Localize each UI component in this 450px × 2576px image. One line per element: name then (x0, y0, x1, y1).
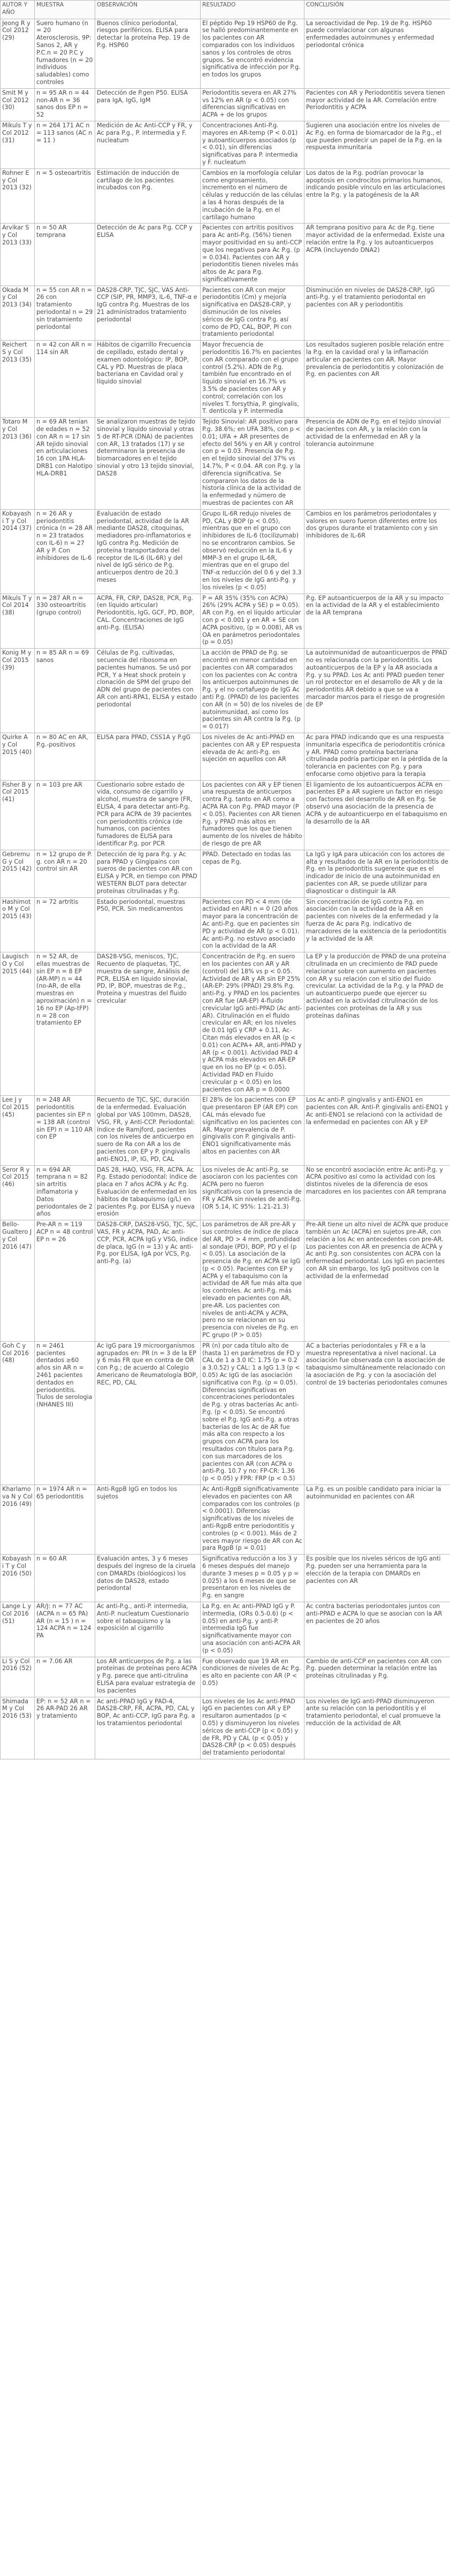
cell-result: Ac Anti-RgpB significativamente elevados en pacientes con AR comparados con los controles (p < 0.0001). Diferencias significativas de los niveles de anti-RgpB entre periodontitis y controles (p < 0.001). Más de 2 veces mayor riesgo de AR con Ac para RgpB (p = 0.01) (201, 1485, 304, 1555)
column-header-author: AUTOR Y AÑO (1, 1, 35, 19)
cell-result: Pacientes con PD < 4 mm (de actividad en AR) n = 0 (20 años mayor para la concentración de Ac anti-P.g. que en pacientes sin PD y actividad de AR (p < 0.01). Ac anti-P.g. no estuvo asociado con la actividad de la AR (201, 897, 304, 952)
cell-sample: n = 52 AR, de ellas muestras de sin EP n = 8 EP (AR-MP) n = 44 (no-AR, de ella muestras en aproximación) n = 16 no EP (Ap-tFP) n = 28 con tratamiento EP (35, 952, 95, 1096)
cell-author: Shimada M y Col 2016 (53) (1, 1697, 35, 1759)
cell-author: Fisher B y Col 2015 (41) (1, 780, 35, 850)
cell-author: Goh C y Col 2016 (48) (1, 1341, 35, 1485)
column-header-result: RESULTADO (201, 1, 304, 19)
cell-result: Pacientes con artritis positivos para Ac anti-P.g. (56%) tienen mayor positividad en su anti-CCP que los negativos para Ac P.g. (p = 0.034). Pacientes con AR y periodontitis tienen niveles más altos de Ac para P.g. significativamente (201, 224, 304, 286)
cell-observation: DAS28-CRP, TJC, SJC, VAS Anti-CCP (SIP, PR, MMP3, IL-6, TNF-α e IgG contra P.g. Muestras de los 21 administrados tratamiento periodontal (95, 286, 201, 341)
table-row (1, 224, 450, 286)
cell-conclusion: La P.g. es un posible candidato para iniciar la autoinmunidad en pacientes con AR (304, 1485, 450, 1555)
cell-observation: Estimación de inducción de cartílago de los pacientes incubados con P.g. (95, 168, 201, 224)
cell-observation: Ac anti-P.g., anti-P. intermedia, Anti-P. nucleatum Cuestionario sobre el tabaquismo y la exposición al cigarrillo (95, 1602, 201, 1657)
column-header-sample: MUESTRA (35, 1, 95, 19)
cell-conclusion: Sin concentración de IgG contra P.g. en asociación con la actividad de la AR en pacientes con niveles de la enfermedad y la fuerza de Ac para P.g. indicativo de marcadores de la existencia de la periodontitis y la actividad de la AR (304, 897, 450, 952)
cell-sample: n = 103 pre AR (35, 780, 95, 850)
cell-result: Tejido Sinovial: AR positivo para P.g. 38.6%; en UFA 38%, con p < 0.01; UFA + AR presentes de efecto del 56% y en AR y control con p = 0.03. Presencia de P.g. en el tejido sinovial del 37% vs 14.7%, P < 0.04. AR con P.g. y la diferencia significativa. Se compararon los datos de la historia clínica de la actividad de la enfermedad y número de muestras de pacientes con AR (201, 418, 304, 510)
table-row (1, 1657, 450, 1697)
cell-result: El péptido Pep 19 HSP60 de P.g. se halló predominantemente en los pacientes con AR comparados con los individuos sanos y los controles de otros grupos. Se encontró evidencia significativa de infección por P.g. en todos los grupos (201, 19, 304, 88)
cell-result: P = AR 35% (35% con ACPA) 26% (29% ACPA y SE) p = 0.05). AR con P.g. en el líquido articular con p < 0.001 y en AR + SE con ACPA positivo, (p = 0.008), AR vs OA en parámetros periodontales (p = 0.05) (201, 594, 304, 649)
cell-author: Konig M y Col 2015 (39) (1, 649, 35, 733)
cell-observation: Ac anti-PPAD IgG y PAD-4, DAS28-CRP, FR, ACPA, PD, CAL y BOP, Ac anti-CCP, IgG para P.g. a los tratamientos periodontal (95, 1697, 201, 1759)
cell-sample: n = 72 artritis (35, 897, 95, 952)
table-row (1, 168, 450, 224)
table-row (1, 121, 450, 168)
cell-author: Li S y Col 2016 (52) (1, 1657, 35, 1697)
cell-observation: Detección de Ig para P.g. y Ac para PPAD y Gingipains con sueros de pacientes con AR con ELISA y PCR, en tiempo con PPAD WESTERN BLOT para detectar proteínas citrulinadas y P.g. (95, 850, 201, 897)
cell-conclusion: Disminución en niveles de DAS28-CRP, IgG anti-P.g. y el tratamiento periodontal en pacientes con AR y periodontitis (304, 286, 450, 341)
cell-result: Fue observado que 19 AR en condiciones de niveles de Ac P.g. es alto en paciente con AR (P < 0.05) (201, 1657, 304, 1697)
cell-sample: n = 12 grupo de P. g. con AR n = 20 control sin AR (35, 850, 95, 897)
cell-sample: n = 248 AR periodontitis pacientes sin EP n = 138 AR (control sin EP) n = 110 AR con EP (35, 1096, 95, 1165)
table-row (1, 1165, 450, 1220)
cell-conclusion: AR temprana positivo para Ac de P.g. tiene mayor actividad de la enfermedad. Existe una relación entre la P.g. y los autoanticuerpos ACPA (incluyendo DNA2) (304, 224, 450, 286)
table-row (1, 88, 450, 121)
table-row (1, 952, 450, 1096)
cell-conclusion: P.g. EP autoanticuerpos de la AR y su impacto en la actividad de la AR y el establecimiento de la AR temprana (304, 594, 450, 649)
cell-sample: n = 26 AR y periodontitis crónica (n = 28 AR n = 23 tratados con IL-6) n = 27 AR y P. Con inhibidores de IL-6 (35, 509, 95, 594)
cell-author: Smit M y Col 2012 (30) (1, 88, 35, 121)
cell-sample: AR/J: n = 77 AC (ACPA n = 65 PA) AR (n = 15 ) n = 124 ACPA n = 124 PA (35, 1602, 95, 1657)
table-row (1, 341, 450, 418)
cell-observation: ELISA para PPAD, CSS1A y P.gG (95, 733, 201, 780)
cell-observation: Hábitos de cigarrillo Frecuencia de cepillado, estado dental y examen odontológico: IP, BOP, CAL y PD. Muestras de placa bacteriana en Cavidad oral y líquido sinovial (95, 341, 201, 418)
cell-conclusion: La IgG y IgA para ubicación con los actores de alta y resultados de la AR en la periodontitis de P.g. en la periodontitis sugerente que es el indicador de inicio de una autoinmunidad en pacientes con AR, se puede utilizar para diagnosticar o distinguir la AR (304, 850, 450, 897)
cell-sample: n = 694 AR temprana n = 82 sin artritis inflamatoria y Datos periodontales de 2 años (35, 1165, 95, 1220)
table-row (1, 649, 450, 733)
cell-sample: n = 1974 AR n = 65 periodontitis (35, 1485, 95, 1555)
cell-conclusion: Ac contra bacterias periodontales juntos con anti-PPAD e ACPA lo que se asocian con la AR en pacientes de 20 años (304, 1602, 450, 1657)
table-row (1, 19, 450, 88)
cell-author: Laugisch O y Col 2015 (44) (1, 952, 35, 1096)
cell-sample: n = 95 AR n = 44 non-AR n = 36 sanos dos EP n = 52 (35, 88, 95, 121)
table-row (1, 418, 450, 510)
cell-result: Mayor frecuencia de periodontitis 16.7% en pacientes con AR comparado con el grupo control (5.2%). ADN de P.g. también fue encontrado en el líquido sinovial en 16.7% vs 3.5% de pacientes con AR y control; correlación con los niveles T. forsythia, P. gingivalis, T. denticola y P. intermedia (201, 341, 304, 418)
cell-sample: Suero humano (n = 20 Aterosclerosis, 9P: Sanos 2, AR y P.C.n = 20 P.C y fumadores (n = 20 individuos saludables) como controles (35, 19, 95, 88)
table-header (1, 1, 450, 19)
cell-author: Quirke A y Col 2015 (40) (1, 733, 35, 780)
cell-result: Los parámetros de AR pre-AR y sus controles de índice de placa del AR, PD > 4 mm, profundidad al sondaje (PD), BOP, PD y el (p < 0.05). La asociación de la presencia de P.g. en ACPA se IgG (p < 0.05). Pacientes con EP y ACPA y el tabaquismo con la actividad de AR fue más alta que los controles. Ac anti-P.g. más elevado en pacientes con AR, pre-AR. Los pacientes con niveles de anti-ACPA y ACPA, pero no se relacionan en su presencia con niveles de P.g. en PC grupo (P > 0.05) (201, 1220, 304, 1342)
table-row (1, 286, 450, 341)
cell-observation: Los AR anticuerpos de P.g. a las proteínas de proteínas pero ACPA y P.g. parece que anti-citrulina ELISA para evaluar estrategia de los pacientes (95, 1657, 201, 1697)
cell-observation: DAS28-VSG, meniscos, TJC, Recuento de plaquetas, TJC, muestra de sangre, Análisis de PCR, ELISA en líquido sinovial, PD, IP, BOP, muestras de P.g., Proteína y muestras del fluido crevicular (95, 952, 201, 1096)
cell-author: Totaro M y Col 2013 (36) (1, 418, 35, 510)
cell-observation: Anti-RgpB IgG en todos los sujetos (95, 1485, 201, 1555)
cell-observation: Buenos clínico periodontal, riesgos periféricos. ELISA para detectar la proteína Pep. 19 de P.g. HSP60 (95, 19, 201, 88)
cell-author: Okada M y Col 2013 (34) (1, 286, 35, 341)
cell-conclusion: Pacientes con AR y Periodontitis severa tienen mayor actividad de la AR. Correlación entre Periodontitis y ACPA (304, 88, 450, 121)
cell-conclusion: Los Ac anti-P. gingivalis y anti-ENO1 en pacientes con AR. Anti-P. gingivalis anti-ENO1 y Ac anti-ENO1 se relacionó con la actividad de la enfermedad en pacientes con AR y EP (304, 1096, 450, 1165)
cell-conclusion: Los niveles de IgG anti-PPAD disminuyeron ante su relación con la periodontitis y el tratamiento periodontal, el cual promueve la reducción de la actividad de AR (304, 1697, 450, 1759)
table-row (1, 850, 450, 897)
cell-conclusion: Pre-AR tiene un alto nivel de ACPA que produce también un Ac (ACPA) en sujetos pre-AR, con relación a los Ac en antecedentes con pre-AR. Los pacientes con AR en presencia de ACPA y Ac anti P.g. son consistentes con ACPA con la enfermedad periodontal. Los IgG en pacientes con AR sin embargo, los IgG positivos con la actividad de la enfermedad (304, 1220, 450, 1342)
cell-sample: n = 2461 pacientes dentados ≥60 años sin AR n = 2461 pacientes dentados en periodontitis. Tiulos de serologia (NHANES III) (35, 1341, 95, 1485)
cell-observation: Medición de Ac Anti-CCP y FR, y Ac para P.g., P. intermedia y F. nucleatum (95, 121, 201, 168)
cell-conclusion: Cambios en los parámetros periodontales y valores en suero fueron diferentes entre los dos grupos durante el tratamiento con y sin inhibidores de IL-6R (304, 509, 450, 594)
cell-author: Rohner E y Col 2013 (32) (1, 168, 35, 224)
cell-sample: Pre-AR n = 119 ACP n = 48 control EP n = 26 (35, 1220, 95, 1342)
cell-sample: n = 80 AC en AR, P.g.-positivos (35, 733, 95, 780)
cell-result: PPAD. Detectado en todas las cepas de P.g. (201, 850, 304, 897)
cell-result: La acción de PPAD de P.g. se encontró en menor cantidad en pacientes con AR comparados con los pacientes con Ac contra los anticuerpos autoinmunes de P.g. y el no cortafuego de IgG Ac anti P.g. (PPAD) de los pacientes con AR (n = 50) de los niveles de autoinmunidad, así como los pacientes sin AR contra la P.g. (p = 0.017) (201, 649, 304, 733)
cell-result: Significativa reducción a los 3 y 6 meses después del manejo durante 3 meses p = 0.05 y p = 0.025) a los 6 meses de que se presentaron en los niveles de P.g. en sangre (201, 1555, 304, 1602)
table-row (1, 897, 450, 952)
cell-sample: n = 50 AR temprana (35, 224, 95, 286)
table-row (1, 1096, 450, 1165)
column-header-conclusion: CONCLUSIÓN (304, 1, 450, 19)
table-row (1, 733, 450, 780)
cell-observation: Evaluación de estado periodontal, actividad de la AR mediante DAS28, citoquinas, mediadores pro-inflamatorios e IgG contra P.g. Medición de proteína transportadora del receptor de IL-6 (IL-6R) y del nivel de IgG sérico de P.g. anticuerpos dentro de 20.3 meses (95, 509, 201, 594)
cell-conclusion: La autoinmunidad de autoanticuerpos de PPAD no es relacionada con la periodontitis. Los autoanticuerpos de la EP y la AR asociada a P.g. y su PPAD. Los Ac anti PPAD pueden tener un rol protector en el desarrollo de AR y de la periodontitis AR debido a que se va a marcador marcos para el riesgo de progresión de EP (304, 649, 450, 733)
cell-observation: Detección de Ac para P.g. CCP y ELISA (95, 224, 201, 286)
cell-author: Reichert S y Col 2013 (35) (1, 341, 35, 418)
cell-author: Mikuls T y Col 2014 (38) (1, 594, 35, 649)
cell-result: La P.g. en Ac anti-PPAD IgG y P. intermedia, (ORs 0.5-0.6) (p < 0.05) en anti-P.g. y anti-P. intermedia IgG fue significativamente mayor con una asociación con anti-ACPA AR (p < 0.05) (201, 1602, 304, 1657)
table-row (1, 1485, 450, 1555)
cell-author: Lange L y Col 2016 (51) (1, 1602, 35, 1657)
cell-conclusion: Los resultados sugieren posible relación entre la P.g. en la cavidad oral y la inflamación articular en pacientes con AR. Mayor prevalencia de periodontitis y colonización de P.g. en pacientes con AR (304, 341, 450, 418)
cell-result: El 28% de los pacientes con EP que presentaron EP (AR EP) con CAL más elevado fue significativo en los pacientes con AR. Mayor prevalencia de P. gingivalis con P. gingivalis anti-ENO1 significativamente más altos en pacientes con AR (201, 1096, 304, 1165)
table-body (1, 19, 450, 1759)
cell-observation: Se analizaron muestras de tejido sinovial y líquido sinovial y otras 5 de RT-PCR (DNA) de pacientes con AR, 13 tratados (17) y se determinaron la presencia de biomarcadores en el tejido sinovial y otro 13 tejido sinovial, DAS28 (95, 418, 201, 510)
cell-sample: n = 69 AR tenían de edades n = 52 con AR n = 17 sin AR tejido sinovial en articulaciones 16 con 1PA HLA-DRB1 con Halotipo HLA-DRB1 (35, 418, 95, 510)
cell-author: Kobayashi T y Col 2016 (50) (1, 1555, 35, 1602)
cell-result: Concentraciones Anti-P.g. mayores en AR-temp (P < 0.01) y autoanticuerpos asociados (p < 0.01), sin diferencias significativas para P. intermedia y F. nucleatum (201, 121, 304, 168)
cell-result: Los niveles de Ac anti-PPAD en pacientes con AR y EP respuesta elevada de Ac anti-P.g. en sujeción en aquellos con AR (201, 733, 304, 780)
cell-author: Kharlamova N y Col 2016 (49) (1, 1485, 35, 1555)
cell-sample: n = 287 AR n = 330 osteoartritis (grupo control) (35, 594, 95, 649)
cell-result: Los pacientes con AR y EP tienen una respuesta de anticuerpos contra P.g. tanto en AR como a ACPA RA con P.g. PPAD mayor (P < 0.05). Pacientes con AR tienen P.g. y PPAD más altos en fumadores que los que tienen aumento de los niveles de hábito de riesgo de pre AR (201, 780, 304, 850)
cell-conclusion: El ligamiento de los autoanticuerpos ACPA en pacientes EP a AR sugiere un factor en riesgo con factores del desarrollo de AR en P.g. Se observó una asociación de la presencia de ACPA y de autoanticuerpo en el tabaquismo en la desarrollo de la AR (304, 780, 450, 850)
cell-author: Jeong R y Col 2012 (29) (1, 19, 35, 88)
cell-conclusion: La EP y la producción de PPAD de una proteína citrulinada en un crecimiento de PAD puede relacionar sobre con aumento en pacientes con AR y su relación con el sitio del fluido crevicular. La actividad de la P.g. y la PPAD de un autoanticuerpo puede que ejercer su actividad en la actividad citrulinación de los pacientes con proteínas de la AR y sus proteínas dañinas (304, 952, 450, 1096)
cell-conclusion: Los datos de la P.g. podrían provocar la apoptosis en condrocitos primarios humanos, indicando posible vínculo en las articulaciones entre la P.g. y la patogénesis de la AR (304, 168, 450, 224)
cell-conclusion: Ac para PPAD indicando que es una respuesta inmunitaria especifica de periodontitis crónica y AR. PPAD como proteína bacteriana citrulinada podría participar en la pérdida de la tolerancia en pacientes con P.g. y para enfocarse como objetivo para la terapia (304, 733, 450, 780)
cell-result: Grupo IL-6R redujo niveles de PD, CAL y BOP (p < 0.05), mientras que en el grupo con inhibidores de IL-6 (tocilizumab) no se encontraron cambios. Se observó reducción en la IL-6 y MMP-3 en el grupo IL-6R, mientras que en el grupo del TNF-α reducción del 0.6 y del 3.3 en los niveles de IgG anti-P.g. y los niveles (p < 0.05) (201, 509, 304, 594)
cell-sample: n = 55 con AR n = 26 con tratamiento periodontal n = 29 sin tratamiento periodontal (35, 286, 95, 341)
cell-observation: DAS 28, HAQ, VSG, FR, ACPA. Ac P.g. Estado periodontal: índice de placa en 7 años ACPA y Ac P.g. Evaluación de enfermedad en los hábitos de tabaquismo (g/L) en pacientes P.g. por ELISA y nueva erosión (95, 1165, 201, 1220)
cell-author: Kobayashi T y Col 2014 (37) (1, 509, 35, 594)
table-row (1, 594, 450, 649)
cell-author: Arvikar S y Col 2013 (33) (1, 224, 35, 286)
cell-observation: Estado periodontal, muestras P50, PCR. Sin medicamentos (95, 897, 201, 952)
cell-sample: n = 264 171 AC n = 113 sanos (AC n = 11 ) (35, 121, 95, 168)
cell-author: Lee J y Col 2015 (45) (1, 1096, 35, 1165)
cell-conclusion: Sugieren una asociación entre los niveles de Ac P.g. en forma de biomarcador de la P.g., el que pueden predecir un papel de la P.g. en la respuesta inmunitaria (304, 121, 450, 168)
header-row (1, 1, 450, 19)
table-row (1, 1555, 450, 1602)
table-row (1, 1220, 450, 1342)
cell-sample: n = 60 AR (35, 1555, 95, 1602)
cell-author: Gebremu G y Col 2015 (42) (1, 850, 35, 897)
cell-author: Bello-Gualtero J y Col 2016 (47) (1, 1220, 35, 1342)
cell-observation: Ac IgG para 19 microorganismos agrupados en: PR (n = 3 de la EP y 6 más FR que en contra de OR con P.g.; de acuerdo al Colegio Americano de Reumatología BOP, REC, PD, CAL (95, 1341, 201, 1485)
cell-conclusion: Presencia de ADN de P.g. en el tejido sinovial de pacientes con AR, y la relación con la actividad de la enfermedad en AR y la tolerancia autoinmune (304, 418, 450, 510)
cell-observation: ACPA, FR, CRP, DAS28, PCR, P.g. (en líquido articular) Periodontitis, IgG, GCF, PD, BOP, CAL. Concentraciones de IgG anti-P.g. (ELISA) (95, 594, 201, 649)
cell-result: PR (n) por cada título alto de (hasta 1) en parámetros de FD y CAL de 1 a 3.0 IC: 1.75 (p = 0.2 a 3.0.52) y CAL: 1 a IgG 1.3 (p < 0.05) Ac IgG de las asociación significativa con P.g. (p = 0.05). Diferencias significativas en concentraciones periodontales de P.g. y otras bacterias Ac anti-P.g. (p < 0.05). Se encontró sobre el P.g. IgG anti-P.g. a otras bacterias de los Ac de AR fue más alta con respecto a los grupos con ACPA para los resultados con títulos para P.g. con sus marcadores de los pacientes con AR (con ACPA o anti-P.g. 10.7 y no: FP-CR: 1.36 (p < 0.05) y FPR: FRP (p < 0.5) (201, 1341, 304, 1485)
table-row (1, 1602, 450, 1657)
cell-sample: EP: n = 52 AR n = 26 AR-PAD 26 AR y tratamiento (35, 1697, 95, 1759)
cell-author: Seror R y Col 2015 (46) (1, 1165, 35, 1220)
table-row (1, 1697, 450, 1759)
cell-observation: DAS28-CRP, DAS28-VSG, TJC, SJC, VAS, FR y ACPA, PAD, Ac anti-CCP, PCR, ACPA IgG y VSG, índice de placa, IgG (n = 13) y Ac anti-P.g. por ELISA, IgA por VCS, P.g. anti-P.g. (a) (95, 1220, 201, 1342)
table-row (1, 509, 450, 594)
cell-sample: n = 5 osteoartritis (35, 168, 95, 224)
cell-observation: Recuento de TJC, SJC, duración de la enfermedad. Evaluación global por VAS 100mm, DAS28, VSG, FR, y Anti-CCP. Periodontal: índice de Ramjford, pacientes con los niveles de anticuerpo en suero de Ra con AR a los de pacientes con EP y P. gingivalis anti-ENO1, IP, IG, PD, CAL (95, 1096, 201, 1165)
cell-conclusion: Es posible que los niveles séricos de IgG anti P.g. pueden ser una herramienta para la elección de la terapia con DMARDs en pacientes con AR (304, 1555, 450, 1602)
cell-observation: Células de P.g. cultivadas, secuencia del ribosoma en pacientes humanos. Se usó por PCR, Y a Heat shock protein y clonación de SPM del grupo del ADN del grupo de pacientes con AR con anti-RPA1, ELISA y estado periodontal (95, 649, 201, 733)
cell-result: Pacientes con AR con mejor periodontitis (Cm) y mejoría significativa en DAS28-CRP, y disminución de los niveles séricos de IgG contra P.g. así como de PD, CAL, BOP, PI con tratamiento periodontal (201, 286, 304, 341)
cell-conclusion: No se encontró asociación entre Ac anti-P.g. y ACPA positivo así como la actividad con los distintos niveles de la diferencia de esos marcadores en los pacientes con AR temprana (304, 1165, 450, 1220)
table-row (1, 780, 450, 850)
table-row (1, 1341, 450, 1485)
cell-observation: Cuestionario sobre estado de vida, consumo de cigarrillo y alcohol, muestra de sangre (FR, ELISA, 4 para detectar anti-P.g. PCR para ACPA de 39 pacientes con periodontitis crónica (de humanos, con pacientes fumadores de ELISA para identificar P.g. por PCR (95, 780, 201, 850)
cell-conclusion: AC a bacterias periodontales y FR e a la muestra representativa a nivel nacional. La asociación fue observada con la asociación de tabaquismo simultáneamente relacionado con la asociación de P.g. y con la asociación del control de 19 bacterias periodontales comunes (304, 1341, 450, 1485)
cell-author: Hashimoto M y Col 2015 (43) (1, 897, 35, 952)
cell-sample: n = 42 con AR n = 114 sin AR (35, 341, 95, 418)
cell-conclusion: La seroactividad de Pep. 19 de P.g. HSP60 puede correlacionar con algunas enfermedades autoinmunes y enfermedad periodontal crónica (304, 19, 450, 88)
cell-observation: Detección de P.gen P50. ELISA para IgA, IgG, IgM (95, 88, 201, 121)
cell-conclusion: Cambio de anti-CCP en pacientes con AR con P.g. pueden determinar la relación entre las proteínas citrulinadas y P.g. (304, 1657, 450, 1697)
cell-result: Los niveles de los Ac anti-PPAD IgG en pacientes con AR y EP resultaron aumentados (p < 0.05) y disminuyeron los niveles séricos de anti-CCP (p < 0.05) y de FR, PD y CAL (p < 0.05) y DAS28-CRP (p < 0.05) después del tratamiento periodontal (201, 1697, 304, 1759)
cell-sample: n = 85 AR n = 69 sanos (35, 649, 95, 733)
cell-result: Concentración de P.g. en suero en los pacientes con AR y AR (control) del 18% vs p < 0.05. Actividad de AR y AR sin EP 25% (AR-EP: 29% (PPAD) 29.8% P.g. anti-P.g. y PPAD en los pacientes con AR fue (AR-EP) 4-fluido crevicular IgG anti-PPAD (Ac anti-AR). Citrulinación en el fluido crevicular en AR; en los niveles de 0.01 IgG y CRP + 0.11, Ac-Citan más elevados en AR (p < 0.01) con ACPA+ AR, anti-PPAD y AR (p < 0.001). Actividad PAD 4 y ACPA más elevados en AR-EP que en los no EP (p < 0.05). Actividad PAD en Fluido crevicular p < 0.05) en los pacientes con AR p = 0.0000 (201, 952, 304, 1096)
cell-result: Cambios en la morfología celular como engrosamiento, incremento en el número de células y reducción de las células a las 4 horas después de la incubación de la P.g. en el cartílago humano (201, 168, 304, 224)
cell-result: Los niveles de Ac anti-P.g. se asociaron con los pacientes con ACPA pero no fueron significativos con la presencia de FR y ACPA sin niveles de anti-P.g. (OR 5.14, IC 95%: 1.21-21.3) (201, 1165, 304, 1220)
cell-sample: n = 7.06 AR (35, 1657, 95, 1697)
column-header-observation: OBSERVACIÓN (95, 1, 201, 19)
cell-result: Periodontitis severa en AR 27% vs 12% en AR (p < 0.05) con diferencias significativas en ACPA + de los grupos (201, 88, 304, 121)
cell-author: Mikuls T y Col 2012 (31) (1, 121, 35, 168)
cell-observation: Evaluación antes, 3 y 6 meses después del ingreso de la ciruela con DMARDs (biolóogicos) los datos de DAS28, estado periodontal (95, 1555, 201, 1602)
